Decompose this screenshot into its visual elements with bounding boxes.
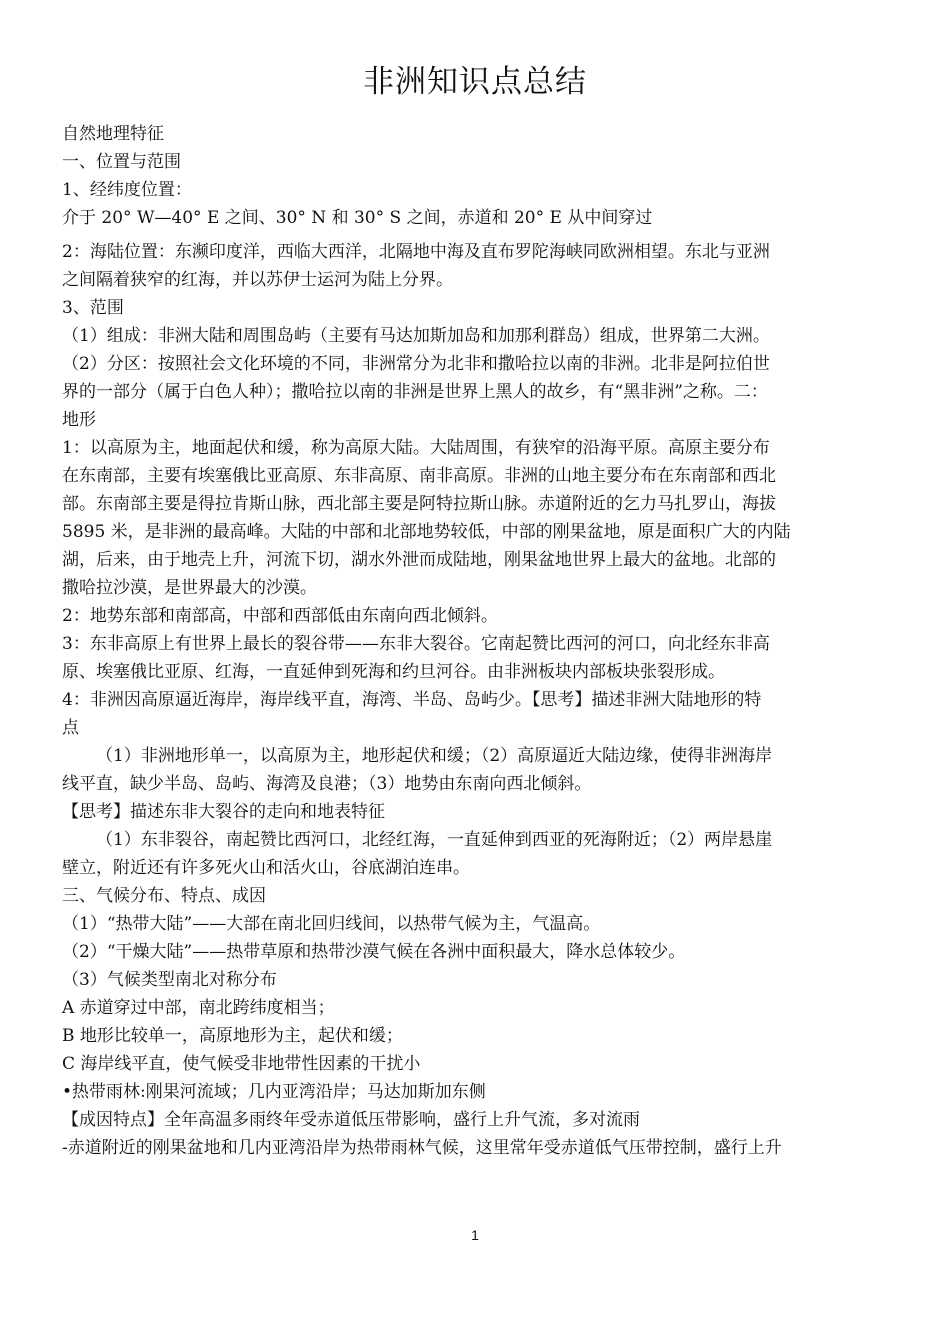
text-line: 部。东南部主要是得拉肯斯山脉，西北部主要是阿特拉斯山脉。赤道附近的乞力马扎罗山，海拔: [62, 494, 776, 514]
text-line: 三、气候分布、特点、成因: [62, 886, 266, 906]
text-line: 点: [62, 718, 79, 738]
text-line: 在东南部，主要有埃塞俄比亚高原、东非高原、南非高原。非洲的山地主要分布在东南部和西北: [62, 466, 776, 486]
text-line: 4：非洲因高原逼近海岸，海岸线平直，海湾、半岛、岛屿少。【思考】描述非洲大陆地形的特: [62, 690, 762, 710]
text-line: -赤道附近的刚果盆地和几内亚湾沿岸为热带雨林气候，这里常年受赤道低气压带控制，盛行上升: [62, 1138, 782, 1158]
text-line: •热带雨林:刚果河流域；几内亚湾沿岸；马达加斯加东侧: [62, 1082, 486, 1102]
text-line: 线平直，缺少半岛、岛屿、海湾及良港；（3）地势由东南向西北倾斜。: [62, 774, 592, 794]
text-line: （2）“干燥大陆”——热带草原和热带沙漠气候在各洲中面积最大，降水总体较少。: [62, 942, 686, 962]
document-body: [62, 120, 892, 1162]
text-line: 界的一部分（属于白色人种）；撒哈拉以南的非洲是世界上黑人的故乡，有“黑非洲”之称。二：: [62, 382, 768, 402]
text-line: 1、经纬度位置：: [62, 180, 192, 200]
text-line: C 海岸线平直，使气候受非地带性因素的干扰小: [62, 1054, 421, 1074]
text-line: 原、埃塞俄比亚原、红海，一直延伸到死海和约旦河谷。由非洲板块内部板块张裂形成。: [62, 662, 725, 682]
text-line: （1）非洲地形单一，以高原为主，地形起伏和缓；（2）高原逼近大陆边缘，使得非洲海岸: [96, 746, 773, 766]
text-line: 2：海陆位置：东濒印度洋，西临大西洋，北隔地中海及直布罗陀海峡同欧洲相望。东北与亚洲: [62, 242, 770, 262]
text-line: 湖，后来，由于地壳上升，河流下切，湖水外泄而成陆地，刚果盆地世界上最大的盆地。北部的: [62, 550, 776, 570]
text-line: 壁立，附近还有许多死火山和活火山，谷底湖泊连串。: [62, 858, 470, 878]
page-number: 1: [471, 1227, 479, 1243]
text-line: 之间隔着狭窄的红海，并以苏伊士运河为陆上分界。: [62, 270, 453, 290]
text-line: 5895 米，是非洲的最高峰。大陆的中部和北部地势较低，中部的刚果盆地，原是面积广大的内陆: [62, 522, 791, 542]
text-line: （3）气候类型南北对称分布: [62, 970, 277, 990]
text-line: A 赤道穿过中部，南北跨纬度相当；: [62, 998, 335, 1018]
text-line: 地形: [62, 410, 96, 430]
text-line: （1）“热带大陆”——大部在南北回归线间，以热带气候为主，气温高。: [62, 914, 601, 934]
document-title: 非洲知识点总结: [363, 64, 587, 100]
text-line: 一、位置与范围: [62, 152, 181, 172]
text-line: 3：东非高原上有世界上最长的裂谷带——东非大裂谷。它南起赞比西河的河口，向北经东非高: [62, 634, 770, 654]
text-line: 【思考】描述东非大裂谷的走向和地表特征: [62, 802, 385, 822]
text-line: 自然地理特征: [62, 124, 164, 144]
text-line: （2）分区：按照社会文化环境的不同，非洲常分为北非和撒哈拉以南的非洲。北非是阿拉伯世: [62, 354, 770, 374]
text-line: 2：地势东部和南部高，中部和西部低由东南向西北倾斜。: [62, 606, 498, 626]
text-line: 撒哈拉沙漠，是世界最大的沙漠。: [62, 578, 317, 598]
text-line: （1）东非裂谷，南起赞比西河口，北经红海，一直延伸到西亚的死海附近；（2）两岸悬崖: [96, 830, 773, 850]
text-line: （1）组成：非洲大陆和周围岛屿（主要有马达加斯加岛和加那利群岛）组成，世界第二大洲。: [62, 326, 770, 346]
text-line: 1：以高原为主，地面起伏和缓，称为高原大陆。大陆周围，有狭窄的沿海平原。高原主要分布: [62, 438, 770, 458]
text-line: 【成因特点】全年高温多雨终年受赤道低压带影响，盛行上升气流，多对流雨: [62, 1110, 640, 1130]
text-line: 介于 20° W—40° E 之间、30° N 和 30° S 之间，赤道和 20° E 从中间穿过: [62, 208, 653, 228]
text-line: B 地形比较单一，高原地形为主，起伏和缓；: [62, 1026, 403, 1046]
text-line: 3、范围: [62, 298, 124, 318]
